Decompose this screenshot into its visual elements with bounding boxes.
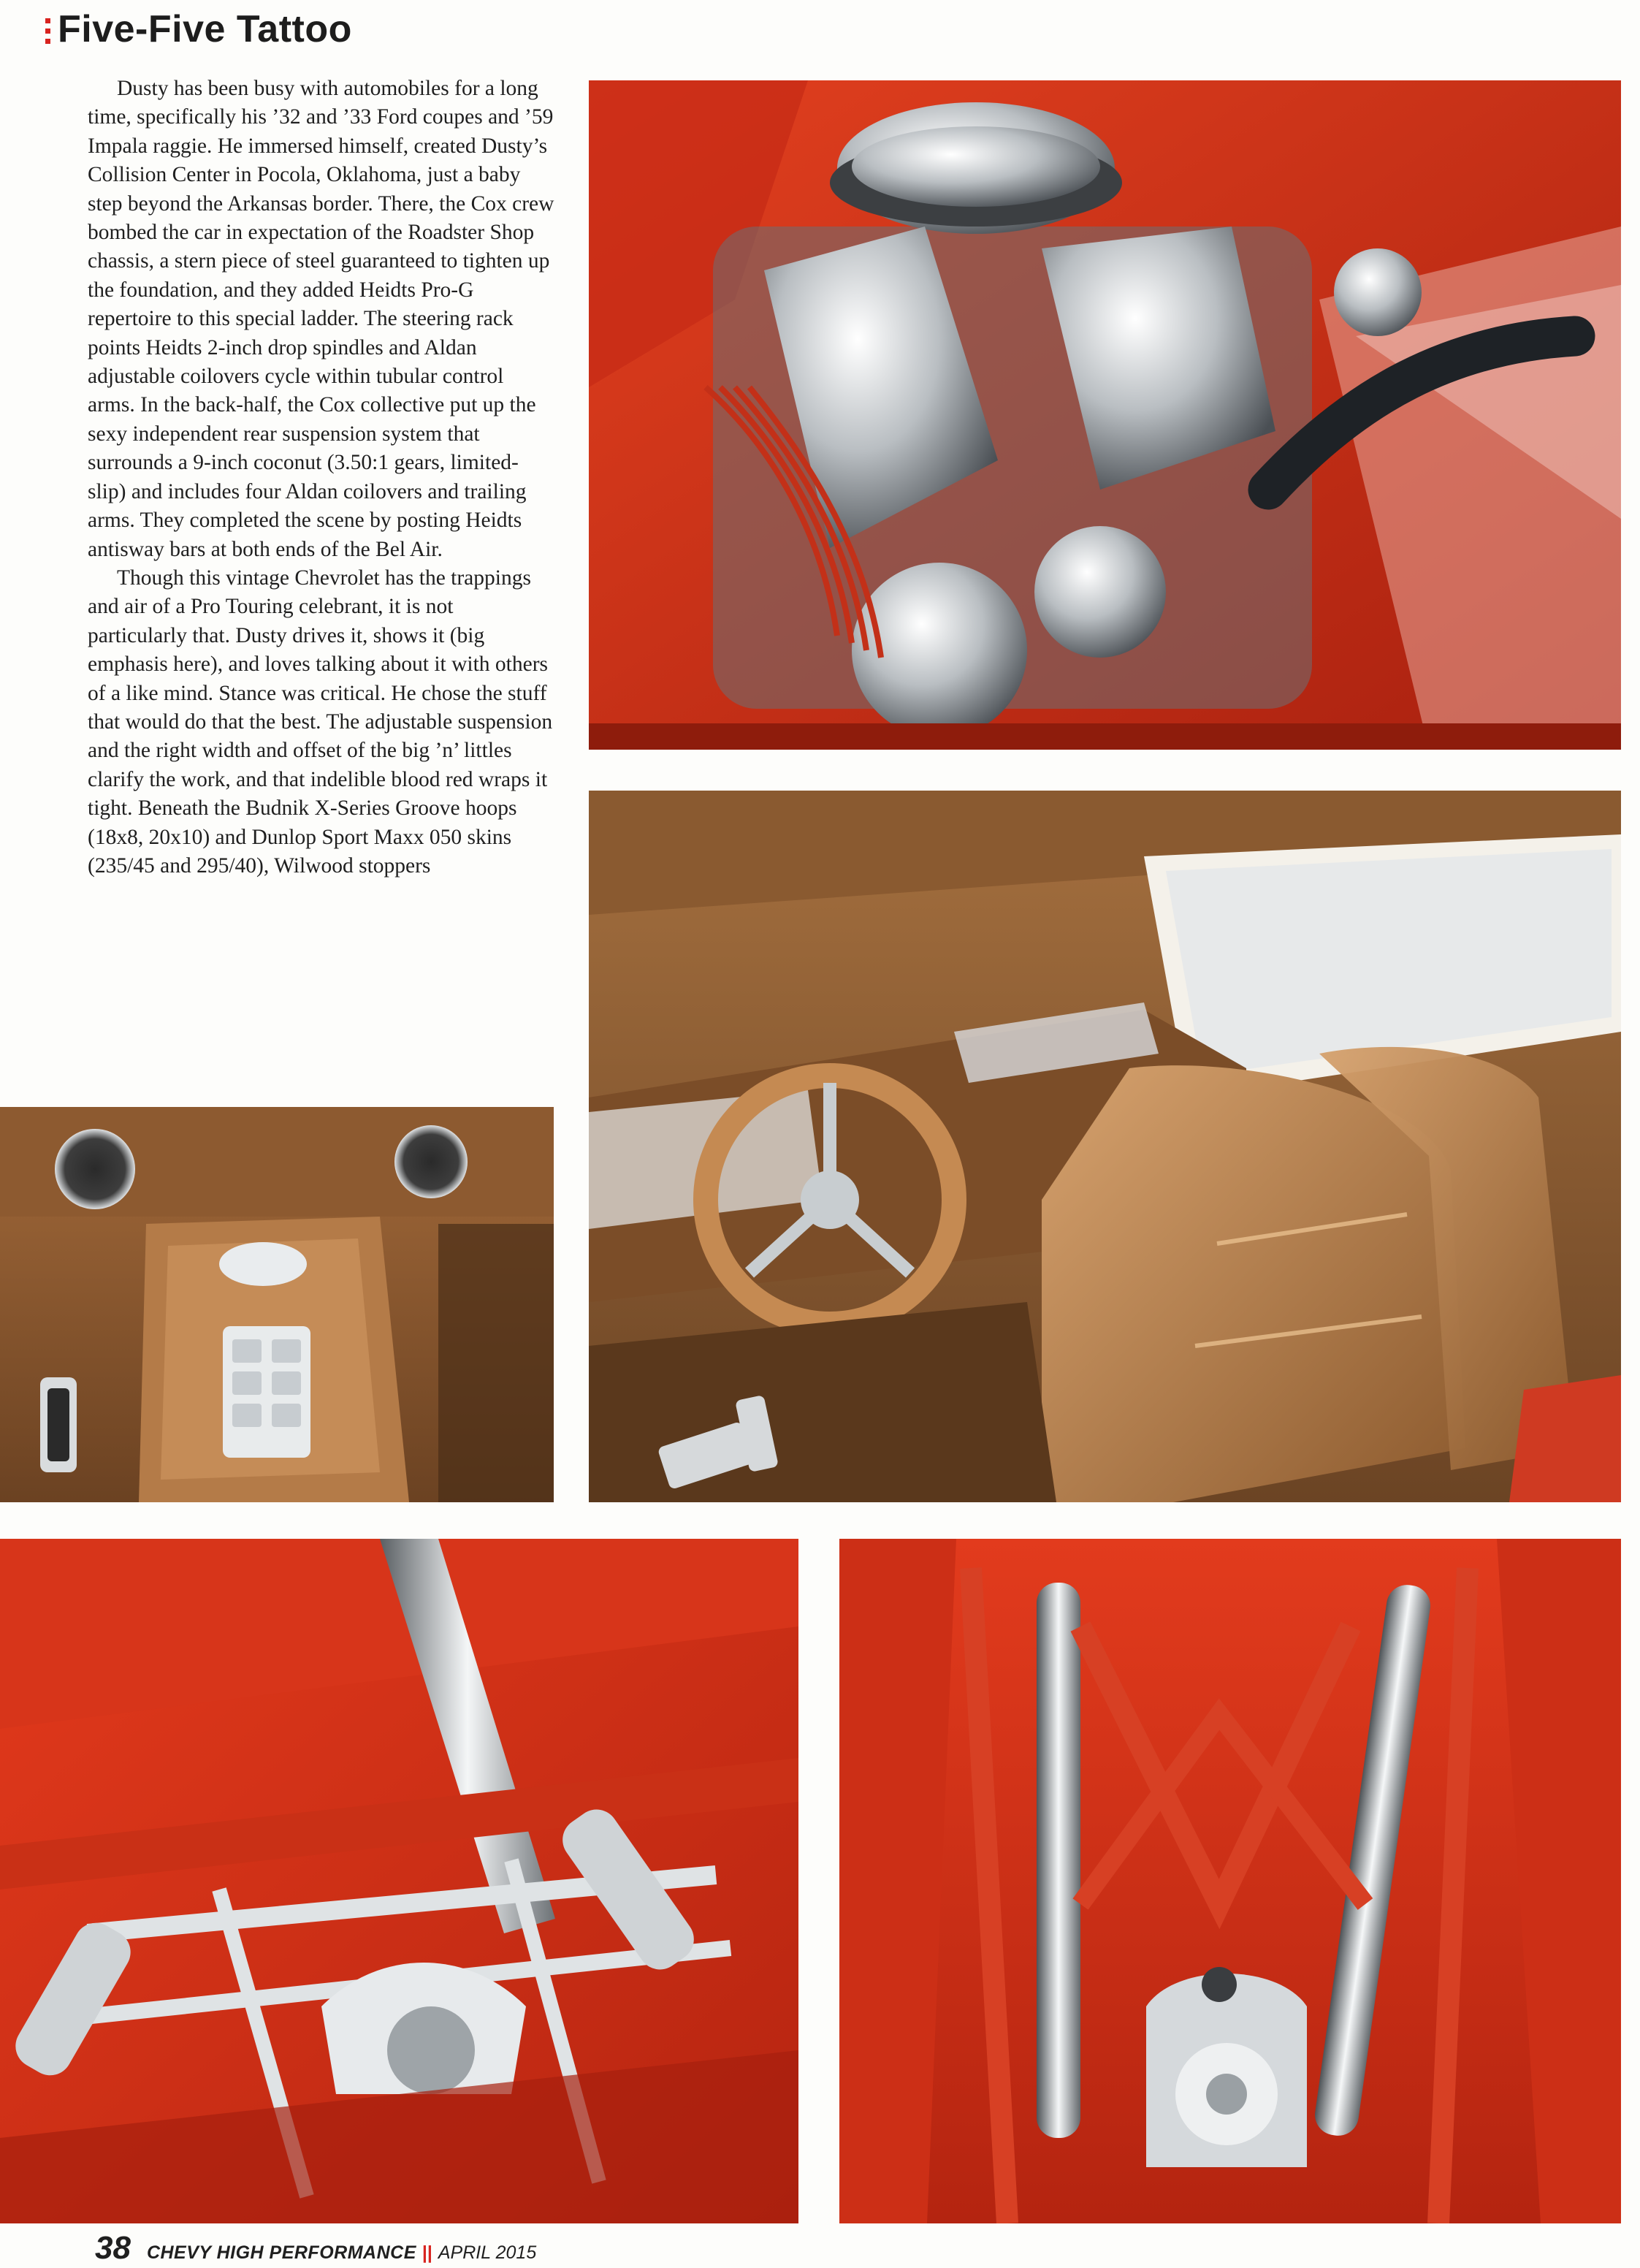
page-footer [95, 2230, 536, 2267]
section-header [45, 7, 352, 51]
console-photo [0, 1107, 554, 1502]
article-paragraph-2: Though this vintage Chevrolet has the trappings and air of a Pro Touring celebrant, it is not particularly that. Dusty drives it, shows it (big emphasis here), and loves talking about it with others of a like mind. Stance was critical. He chose the stuff that would do that the best. The adjustable suspension and the right width and offset of the big ’n’ littles clarify the work, and that indelible blood red wraps it tight. Beneath the Budnik X-Series Groove hoops (18x8, 20x10) and Dunlop Sport Maxx 050 skins (235/45 and 295/40), Wilwood stoppers [88, 566, 553, 878]
article-body [88, 75, 555, 880]
header-marker-icon [45, 18, 50, 44]
article-paragraph-1: Dusty has been busy with automobiles for a long time, specifically his ’32 and ’33 Ford coupes and ’59 Impala raggie. He immersed himself, created Dusty’s Collision Center in Pocola, Oklahoma, just a baby step beyond the Arkansas border. There, the Cox crew bombed the car in expectation of the Roadster Shop chassis, a stern piece of steel guaranteed to tighten up the foundation, and they added Heidts Pro-G repertoire to this special ladder. The steering rack points Heidts 2-inch drop spindles and Aldan adjustable coilovers cycle within tubular control arms. In the back-half, the Cox collective put up the sexy independent rear suspension system that surrounds a 9-inch coconut (3.50:1 gears, limited-slip) and includes four Aldan coilovers and trailing arms. They completed the scene by posting Heidts antisway bars at both ends of the Bel Air. [88, 77, 554, 561]
issue-date: APRIL 2015 [438, 2242, 537, 2263]
page-number: 38 [95, 2230, 131, 2266]
interior-photo [589, 791, 1621, 1502]
rear-suspension-photo [839, 1539, 1621, 2223]
footer-separator: || [422, 2242, 432, 2263]
section-title: Five-Five Tattoo [58, 8, 352, 50]
front-suspension-photo [0, 1539, 798, 2223]
magazine-name: CHEVY HIGH PERFORMANCE [146, 2242, 416, 2263]
engine-bay-photo [589, 80, 1621, 750]
